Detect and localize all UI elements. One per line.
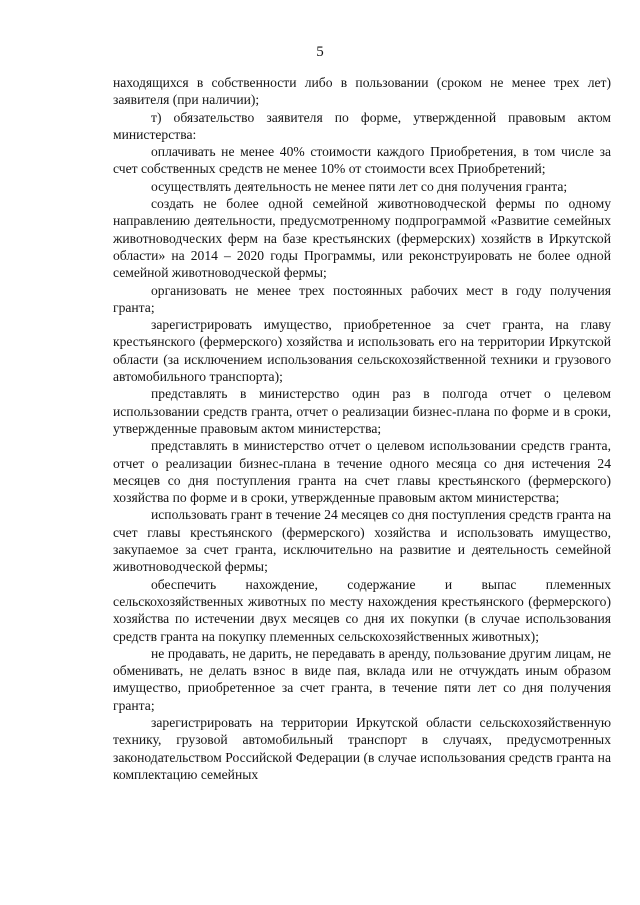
paragraph: не продавать, не дарить, не передавать в аренду, пользование другим лицам, не обменивать, не делать взнос в виде пая, вклада или не отчуждать иным образом имущество, приобретенное за счет гранта, в течение пяти лет со дня получения гранта; (113, 645, 611, 713)
paragraph: обеспечить нахождение, содержание и выпас племенных сельскохозяйственных животных по месту нахождения крестьянского (фермерского) хозяйства по истечении двух месяцев со дня их покупки (в случае использования средств гранта на покупку племенных сельскохозяйственных животных); (113, 576, 611, 644)
paragraph: т) обязательство заявителя по форме, утвержденной правовым актом министерства: (113, 109, 611, 142)
paragraph: использовать грант в течение 24 месяцев со дня поступления средств гранта на счет главы крестьянского (фермерского) хозяйства и использовать имущество, закупаемое за счет гранта, исключительно на развитие и деятельность семейной животноводческой фермы; (113, 507, 611, 575)
paragraph: зарегистрировать на территории Иркутской области сельскохозяйственную технику, грузовой автомобильный транспорт в случаях, предусмотренных законодательством Российской Федерации (в случае использования средств гранта на комплектацию семейных (113, 714, 611, 782)
paragraph: оплачивать не менее 40% стоимости каждого Приобретения, в том числе за счет собственных средств не менее 10% от стоимости всех Приобретений; (113, 144, 611, 177)
paragraph: представлять в министерство отчет о целевом использовании средств гранта, отчет о реализации бизнес-плана в течение одного месяца со дня истечения 24 месяцев со дня поступления гранта на счет главы крестьянского (фермерского) хозяйства по форме и в сроки, утвержденные правовым актом министерства; (113, 438, 611, 506)
page-number: 5 (316, 44, 324, 60)
paragraph: находящихся в собственности либо в пользовании (сроком не менее трех лет) заявителя (при наличии); (113, 75, 611, 108)
document-body (113, 74, 611, 783)
paragraph: осуществлять деятельность не менее пяти лет со дня получения гранта; (151, 178, 568, 194)
paragraph: зарегистрировать имущество, приобретенное за счет гранта, на главу крестьянского (фермерского) хозяйства и использовать его на территории Иркутской области (за исключением использования сельскохозяйственной техники и грузового автомобильного транспорта); (113, 317, 611, 385)
paragraph: представлять в министерство один раз в полгода отчет о целевом использовании средств гранта, отчет о реализации бизнес-плана по форме и в сроки, утвержденные правовым актом министерства; (113, 386, 611, 436)
paragraph: организовать не менее трех постоянных рабочих мест в году получения гранта; (113, 282, 611, 315)
paragraph: создать не более одной семейной животноводческой фермы по одному направлению деятельности, предусмотренному подпрограммой «Развитие семейных животноводческих ферм на базе крестьянских (фермерских) хозяйств в Иркутской области» на 2014 – 2020 годы Программы, или реконструировать не более одной семейной животноводческой фермы; (113, 196, 611, 281)
